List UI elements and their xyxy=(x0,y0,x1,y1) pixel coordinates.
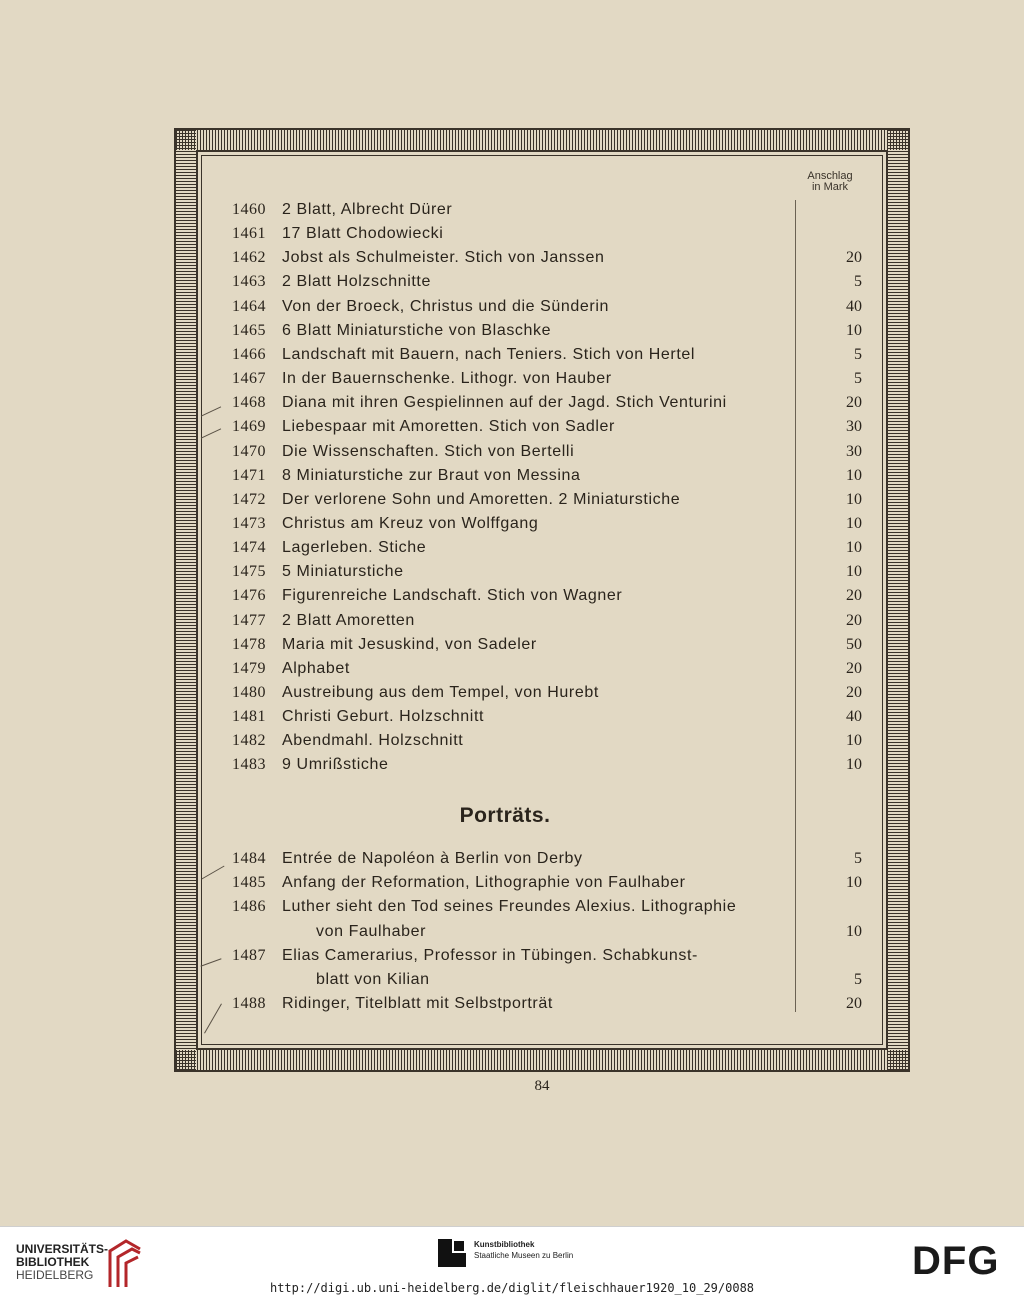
lot-title: blatt von Kilian xyxy=(316,971,430,988)
lot-number: 1482 xyxy=(232,732,266,750)
catalog-entry-row xyxy=(0,246,1024,270)
lot-title: Von der Broeck, Christus und die Sünderin xyxy=(282,297,609,315)
university-library-name[interactable]: UNIVERSITÄTS- BIBLIOTHEK HEIDELBERG xyxy=(16,1242,109,1282)
lot-title: Diana mit ihren Gespielinnen auf der Jagd. Stich Venturini xyxy=(282,394,727,412)
lot-number: 1462 xyxy=(232,249,266,267)
catalog-entry-row xyxy=(0,198,1024,222)
catalog-entry-row xyxy=(0,343,1024,367)
lot-price: 10 xyxy=(846,514,862,532)
lot-number: 1473 xyxy=(232,514,266,532)
lot-number: 1479 xyxy=(232,659,266,677)
lot-price: 10 xyxy=(846,466,862,484)
lot-title: Christi Geburt. Holzschnitt xyxy=(282,708,485,726)
lot-number: 1475 xyxy=(232,563,266,581)
lot-price: 10 xyxy=(846,321,862,339)
kunstbibliothek-name[interactable]: Kunstbibliothek Staatliche Museen zu Berlin xyxy=(474,1240,574,1260)
lot-title: Die Wissenschaften. Stich von Bertelli xyxy=(282,442,575,460)
lot-price: 5 xyxy=(854,370,862,388)
lot-price: 10 xyxy=(846,539,862,557)
lot-price: 40 xyxy=(846,708,862,726)
catalog-entry-row xyxy=(0,391,1024,415)
kunstbibliothek-logo-icon[interactable] xyxy=(438,1239,466,1267)
lot-number: 1467 xyxy=(232,370,266,388)
lot-number: 1480 xyxy=(232,684,266,701)
lot-price: 5 xyxy=(854,273,862,291)
catalog-entry-row xyxy=(0,681,1024,705)
lot-price: 10 xyxy=(846,563,862,581)
portrait-entry-row xyxy=(0,992,1024,1016)
lot-title: Lagerleben. Stiche xyxy=(282,539,427,557)
lot-price: 10 xyxy=(846,922,862,940)
lot-title: Anfang der Reformation, Lithographie von Faulhaber xyxy=(282,874,686,892)
lot-number: 1488 xyxy=(232,995,266,1013)
portrait-entry-row xyxy=(0,968,1024,992)
lot-price: 40 xyxy=(846,297,862,315)
lot-number: 1478 xyxy=(232,635,266,653)
lot-title: Luther sieht den Tod seines Freundes Alexius. Lithographie xyxy=(282,898,737,916)
lot-price: 20 xyxy=(846,684,862,701)
catalog-entry-row xyxy=(0,295,1024,319)
permalink-url[interactable]: http://digi.ub.uni-heidelberg.de/diglit/fleischhauer1920_10_29/0088 xyxy=(269,1281,755,1295)
lot-title: Austreibung aus dem Tempel, von Hurebt xyxy=(282,684,599,701)
lot-price: 5 xyxy=(854,345,862,363)
catalog-entry-row xyxy=(0,367,1024,391)
lot-number: 1472 xyxy=(232,490,266,508)
lot-title: Elias Camerarius, Professor in Tübingen. Schabkunst- xyxy=(282,946,698,964)
portrait-entry-row xyxy=(0,944,1024,968)
lot-number: 1474 xyxy=(232,539,266,557)
lot-number: 1470 xyxy=(232,442,266,460)
lot-number: 1477 xyxy=(232,611,266,629)
lot-price: 20 xyxy=(846,587,862,605)
portrait-entry-row xyxy=(0,847,1024,871)
catalog-entry-row xyxy=(0,512,1024,536)
lot-price: 30 xyxy=(846,442,862,460)
catalog-entry-row xyxy=(0,536,1024,560)
lot-title: In der Bauernschenke. Lithogr. von Hauber xyxy=(282,370,612,388)
catalog-entry-row xyxy=(0,633,1024,657)
lot-price: 50 xyxy=(846,635,862,653)
catalog-entry-row xyxy=(0,609,1024,633)
lot-number: 1476 xyxy=(232,587,266,605)
lot-title: 5 Miniaturstiche xyxy=(282,563,404,581)
portrait-entry-row xyxy=(0,871,1024,895)
lot-number: 1487 xyxy=(232,946,266,964)
catalog-entry-row xyxy=(0,464,1024,488)
catalog-entry-row xyxy=(0,584,1024,608)
lot-number: 1460 xyxy=(232,201,266,218)
catalog-entry-row xyxy=(0,488,1024,512)
portrait-entry-row xyxy=(0,920,1024,944)
catalog-entry-row xyxy=(0,319,1024,343)
lot-title: 2 Blatt Amoretten xyxy=(282,611,415,629)
catalog-entry-row xyxy=(0,440,1024,464)
lot-title: Christus am Kreuz von Wolffgang xyxy=(282,514,539,532)
lot-number: 1461 xyxy=(232,225,266,243)
catalog-entry-row xyxy=(0,415,1024,439)
lot-price: 10 xyxy=(846,874,862,892)
dfg-logo[interactable]: DFG xyxy=(912,1239,1000,1283)
catalog-entry-row xyxy=(0,657,1024,681)
portrait-entry-row xyxy=(0,895,1024,919)
lot-number: 1466 xyxy=(232,345,266,363)
lot-number: 1465 xyxy=(232,321,266,339)
lot-price: 10 xyxy=(846,756,862,774)
lot-title: von Faulhaber xyxy=(316,922,427,940)
lot-number: 1463 xyxy=(232,273,266,291)
lot-number: 1483 xyxy=(232,756,266,774)
lot-number: 1468 xyxy=(232,394,266,412)
lot-price: 20 xyxy=(846,611,862,629)
catalog-entry-row xyxy=(0,560,1024,584)
lot-price: 20 xyxy=(846,995,862,1013)
catalog-entry-row xyxy=(0,729,1024,753)
section-title: Porträts. xyxy=(459,804,551,827)
lot-title: 9 Umrißstiche xyxy=(282,756,389,774)
lot-title: Entrée de Napoléon à Berlin von Derby xyxy=(282,850,583,867)
lot-number: 1485 xyxy=(232,874,266,892)
lot-number: 1469 xyxy=(232,418,266,436)
lot-price: 20 xyxy=(846,394,862,412)
lot-title: Ridinger, Titelblatt mit Selbstporträt xyxy=(282,995,553,1013)
catalog-entry-row xyxy=(0,705,1024,729)
lot-title: Figurenreiche Landschaft. Stich von Wagner xyxy=(282,587,623,605)
lot-title: Der verlorene Sohn und Amoretten. 2 Miniaturstiche xyxy=(282,490,681,508)
lot-price: 20 xyxy=(846,659,862,677)
column-header-line-1: Anschlag xyxy=(807,170,853,182)
lot-number: 1464 xyxy=(232,297,266,315)
footer-bar xyxy=(0,1226,1024,1299)
lot-title: Liebespaar mit Amoretten. Stich von Sadler xyxy=(282,418,615,436)
lot-title: Landschaft mit Bauern, nach Teniers. Stich von Hertel xyxy=(282,345,696,363)
lot-title: 6 Blatt Miniaturstiche von Blaschke xyxy=(282,321,552,339)
lot-price: 5 xyxy=(854,850,862,867)
lot-price: 5 xyxy=(854,971,862,988)
lot-price: 10 xyxy=(846,732,862,750)
lot-title: 2 Blatt, Albrecht Dürer xyxy=(282,201,453,218)
lot-title: Jobst als Schulmeister. Stich von Janssen xyxy=(282,249,605,267)
catalog-entry-row xyxy=(0,270,1024,294)
lot-price: 30 xyxy=(846,418,862,436)
lot-price: 20 xyxy=(846,249,862,267)
lot-number: 1481 xyxy=(232,708,266,726)
lot-price: 10 xyxy=(846,490,862,508)
page-number: 84 xyxy=(534,1078,550,1094)
catalog-entry-row xyxy=(0,753,1024,777)
lot-title: Abendmahl. Holzschnitt xyxy=(282,732,464,750)
lot-number: 1484 xyxy=(232,850,266,867)
lot-title: Maria mit Jesuskind, von Sadeler xyxy=(282,635,537,653)
column-header-line-2: in Mark xyxy=(811,181,849,193)
lot-title: Alphabet xyxy=(282,659,350,677)
lot-title: 2 Blatt Holzschnitte xyxy=(282,273,431,291)
lot-number: 1471 xyxy=(232,466,266,484)
lot-title: 8 Miniaturstiche zur Braut von Messina xyxy=(282,466,581,484)
catalog-entry-row xyxy=(0,222,1024,246)
price-column-header xyxy=(798,171,862,193)
lot-title: 17 Blatt Chodowiecki xyxy=(282,225,444,243)
lot-number: 1486 xyxy=(232,898,266,916)
